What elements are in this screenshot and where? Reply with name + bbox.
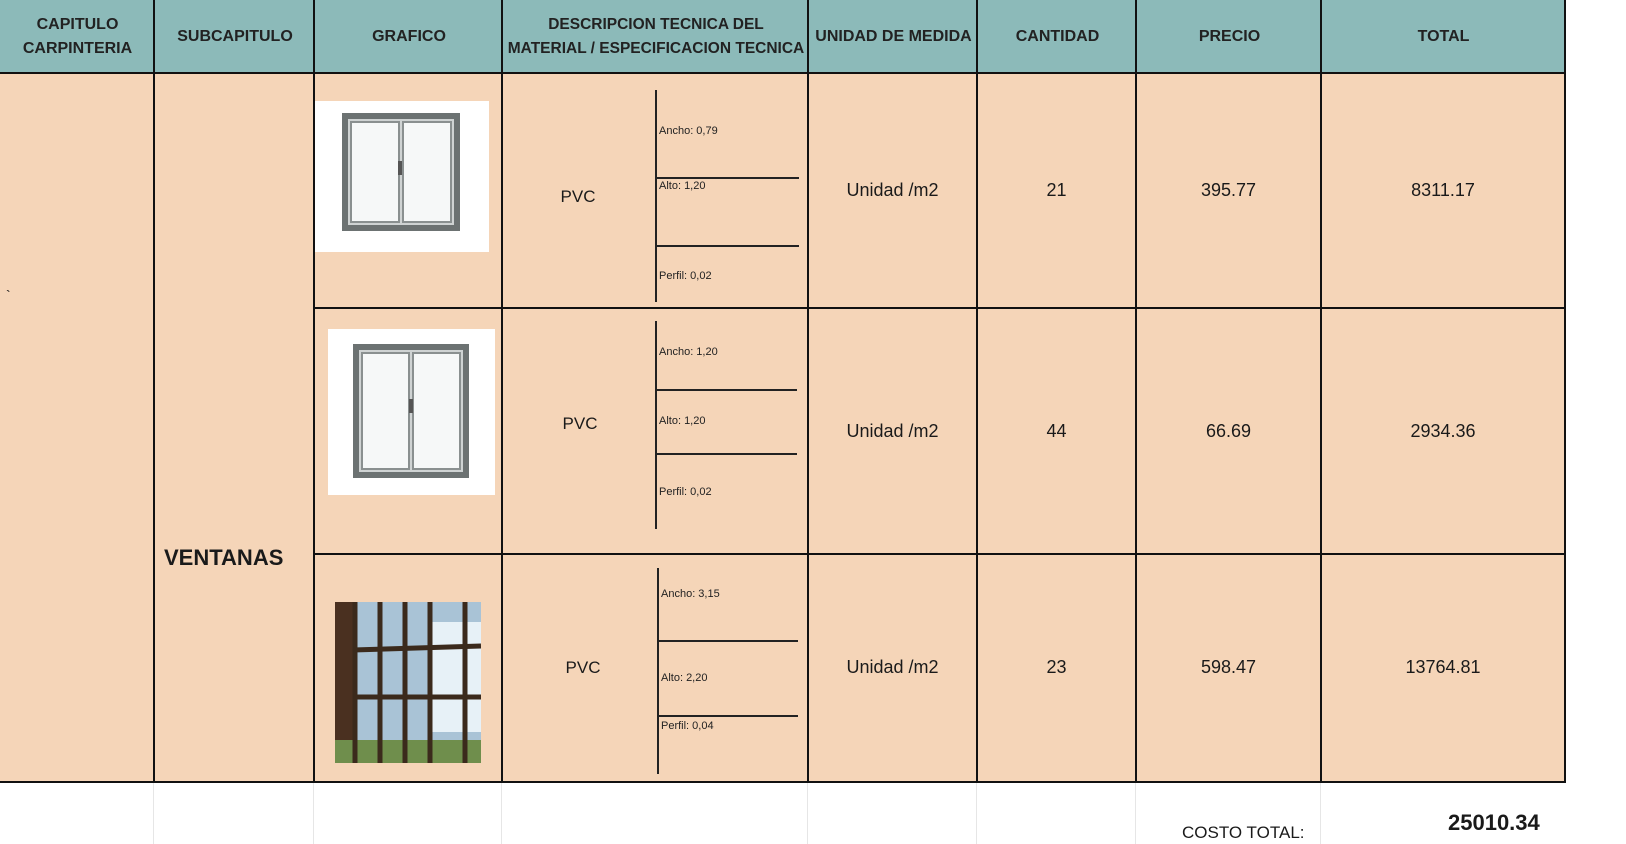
row-border-2: [313, 553, 1566, 555]
spec-rule-3a: [658, 640, 798, 642]
right-white-strip: [1566, 73, 1626, 844]
col-border-3: [501, 0, 503, 783]
footer-col-1: [153, 783, 154, 844]
spec-ancho-2: Ancho: 1,20: [659, 346, 718, 358]
header-bottom-border: [0, 72, 1566, 74]
spec-rule-2b: [656, 453, 797, 455]
spec-divider-2: [655, 321, 657, 529]
capitulo-mark: `: [6, 287, 11, 303]
footer-col-5: [976, 783, 977, 844]
col-border-8: [1564, 0, 1566, 783]
window-image-2: [328, 329, 495, 495]
spec-perfil-2: Perfil: 0,02: [659, 486, 712, 498]
header-precio: PRECIO: [1137, 0, 1322, 73]
header-cantidad: CANTIDAD: [978, 0, 1137, 73]
spec-divider-3: [657, 568, 659, 774]
window-image-3: [335, 602, 481, 763]
table-bottom-border: [0, 781, 1566, 783]
footer-col-2: [313, 783, 314, 844]
header-descripcion: DESCRIPCION TECNICA DEL MATERIAL / ESPECIFICACION TECNICA: [503, 0, 809, 73]
spec-rule-3b: [658, 715, 798, 717]
precio-3: 598.47: [1200, 656, 1257, 677]
spec-ancho-1: Ancho: 0,79: [659, 125, 718, 137]
header-grafico: GRAFICO: [315, 0, 503, 73]
material-2: PVC: [562, 414, 598, 433]
precio-2: 66.69: [1205, 420, 1252, 441]
spec-rule-1b: [656, 245, 799, 247]
header-capitulo: CAPITULO CARPINTERIA: [0, 0, 155, 73]
spec-alto-2: Alto: 1,20: [659, 415, 706, 427]
spec-divider-1: [655, 90, 657, 302]
footer-col-7: [1320, 783, 1321, 844]
total-2: 2934.36: [1410, 420, 1476, 441]
cantidad-1: 21: [1046, 179, 1067, 200]
spec-perfil-1: Perfil: 0,02: [659, 270, 712, 282]
total-3: 13764.81: [1405, 656, 1481, 677]
footer-row: [0, 783, 1566, 844]
spec-rule-1a: [656, 177, 799, 179]
footer-col-3: [501, 783, 502, 844]
header-subcapitulo: SUBCAPITULO: [155, 0, 315, 73]
footer-col-6: [1135, 783, 1136, 844]
header-unidad: UNIDAD DE MEDIDA: [809, 0, 978, 73]
header-end-strip: [1565, 0, 1626, 73]
cantidad-2: 44: [1046, 420, 1067, 441]
costo-total-label: COSTO TOTAL:: [1182, 823, 1305, 842]
unidad-3: Unidad /m2: [846, 656, 939, 677]
precio-1: 395.77: [1200, 179, 1257, 200]
spec-rule-2a: [656, 389, 797, 391]
spec-alto-1: Alto: 1,20: [659, 180, 706, 192]
window-image-1: [315, 101, 489, 252]
spec-perfil-3: Perfil: 0,04: [661, 720, 714, 732]
col-border-1: [153, 0, 155, 783]
subcapitulo-value: VENTANAS: [164, 545, 284, 570]
material-1: PVC: [560, 187, 596, 206]
material-3: PVC: [565, 658, 601, 677]
spec-ancho-3: Ancho: 3,15: [661, 588, 720, 600]
footer-col-4: [807, 783, 808, 844]
total-1: 8311.17: [1411, 179, 1475, 200]
unidad-2: Unidad /m2: [846, 420, 939, 441]
costo-total-value: 25010.34: [1448, 810, 1540, 835]
header-total: TOTAL: [1322, 0, 1565, 73]
unidad-1: Unidad /m2: [846, 179, 939, 200]
cantidad-3: 23: [1046, 656, 1067, 677]
row-border-1: [313, 307, 1566, 309]
spec-alto-3: Alto: 2,20: [661, 672, 708, 684]
